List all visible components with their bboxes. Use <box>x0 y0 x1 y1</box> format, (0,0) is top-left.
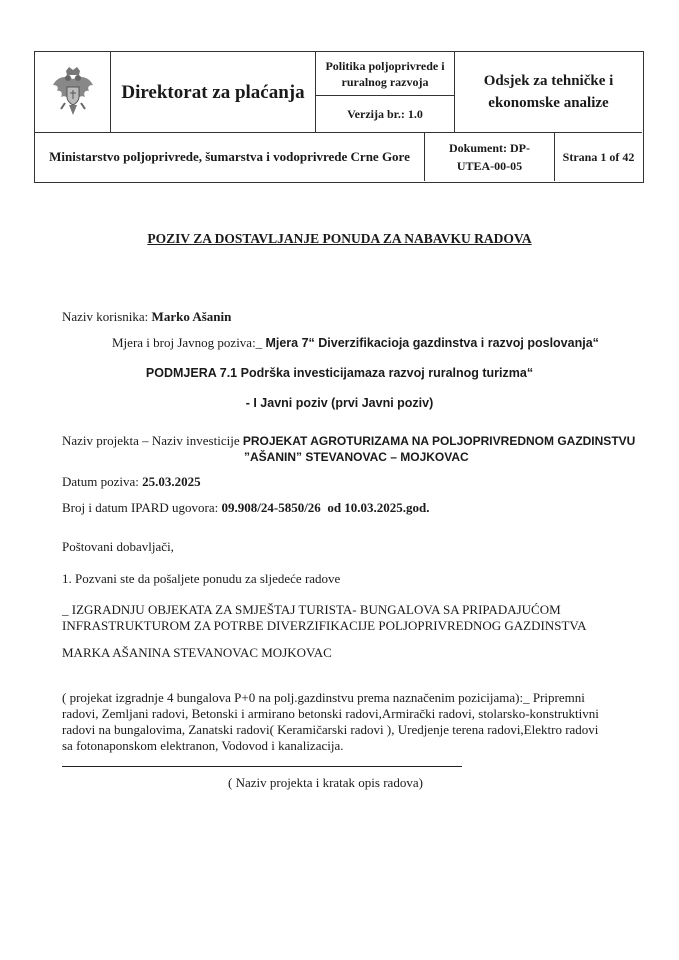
works-line-1: _ IZGRADNJU OBJEKATA ZA SMJEŠTAJ TURISTA- BUNGALOVA SA PRIPADAJUĆOM <box>62 602 561 617</box>
measure-line <box>112 335 599 351</box>
call-date-label: Datum poziva: <box>62 474 139 489</box>
department-name: Odsjek za tehničke i ekonomske analize <box>483 73 614 111</box>
project-value-line2: ”AŠANIN” STEVANOVAC – MOJKOVAC <box>244 450 469 464</box>
project-label: Naziv projekta – Naziv investicije <box>62 433 240 448</box>
logo-cell <box>35 52 111 132</box>
contract-date: 10.03.2025.god. <box>344 500 430 515</box>
call-date-value: 25.03.2025 <box>142 474 201 489</box>
version-number: Verzija br.: 1.0 <box>315 96 455 132</box>
description-line-2: radovi, Zemljani radovi, Betonski i armirano betonski radovi,Armirački radovi, stolarsko-konstruktivni <box>62 706 599 721</box>
works-line-3: MARKA AŠANINA STEVANOVAC MOJKOVAC <box>62 645 332 660</box>
contract-number: 09.908/24-5850/26 <box>221 500 321 515</box>
contract-line <box>62 500 430 516</box>
user-name: Marko Ašanin <box>151 309 232 324</box>
document-title: POZIV ZA DOSTAVLJANJE PONUDA ZA NABAVKU RADOVA <box>147 231 532 246</box>
user-line <box>62 309 231 325</box>
call-date-line <box>62 474 201 490</box>
description-line-4: sa fotonaponskom elektranon, Vodovod i kanalizacija. <box>62 738 344 753</box>
user-label: Naziv korisnika: <box>62 309 149 324</box>
project-value-line1: PROJEKAT AGROTURIZAMA NA POLJOPRIVREDNOM GAZDINSTVU <box>242 434 636 448</box>
item-1: 1. Pozvani ste da pošaljete ponudu za sljedeće radove <box>62 571 341 586</box>
measure-label: Mjera i broj Javnog poziva:_ <box>112 335 263 350</box>
policy-name: Politika poljoprivrede i ruralnog razvoja <box>315 52 455 96</box>
greeting: Poštovani dobavljači, <box>62 539 174 554</box>
contract-date-sep: od <box>327 500 342 515</box>
signature-rule <box>62 766 462 767</box>
ministry-name: Ministarstvo poljoprivrede, šumarstva i vodoprivrede Crne Gore <box>35 132 425 181</box>
project-line <box>62 433 635 449</box>
measure-value: Mjera 7“ Diverzifikacioja gazdinstva i razvoj poslovanja“ <box>265 336 599 350</box>
document-code: Dokument: DP-UTEA-00-05 <box>425 132 555 181</box>
page-number: Strana 1 of 42 <box>555 132 642 181</box>
description-caption: ( Naziv projekta i kratak opis radova) <box>228 775 423 790</box>
description-line-3: radovi na bungalovima, Zanatski radovi( Keramičarski radovi ), Uredjenje terena radovi,Elektro radovi <box>62 722 599 737</box>
public-call: - I Javni poziv (prvi Javni poziv) <box>245 396 434 410</box>
submeasure: PODMJERA 7.1 Podrška investicijamaza razvoj ruralnog turizma“ <box>145 366 534 380</box>
contract-label: Broj i datum IPARD ugovora: <box>62 500 219 515</box>
coat-of-arms-icon <box>51 65 95 119</box>
description-line-1: ( projekat izgradnje 4 bungalova P+0 na polj.gazdinstvu prema naznačenim pozicijama):_ Pripremni <box>62 690 585 705</box>
works-line-2: INFRASTRUKTUROM ZA POTRBE DIVERZIFIKACIJE POLJOPRIVREDNOG GAZDINSTVA <box>62 618 587 633</box>
document-header-table <box>34 51 644 183</box>
directorate-name: Direktorat za plaćanja <box>121 81 305 103</box>
